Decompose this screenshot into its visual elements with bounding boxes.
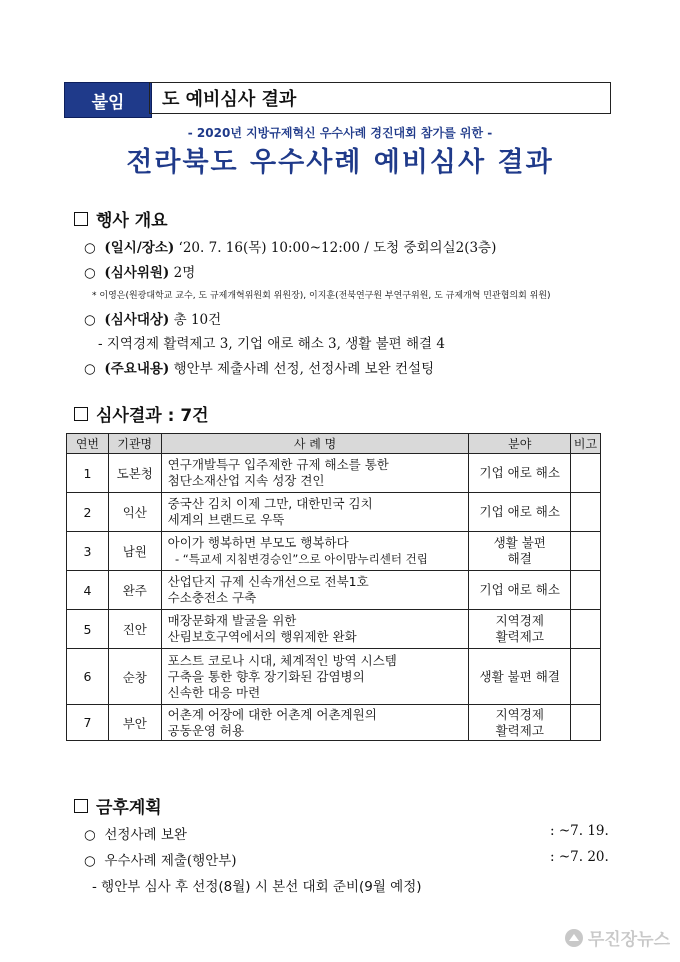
plan-item-1-date: : ~7. 19.	[550, 823, 609, 839]
row-org: 진안	[108, 610, 161, 649]
document-heading-box	[149, 82, 611, 114]
row-case: 포스트 코로나 시대, 체계적인 방역 시스템 구축을 통한 향후 장기화된 감염병의 신속한 대응 마련	[161, 649, 469, 705]
row-org: 순창	[108, 649, 161, 705]
row-case: 연구개발특구 입주제한 규제 해소를 통한 첨단소재산업 지속 성장 견인	[161, 454, 469, 493]
row-no: 2	[67, 493, 109, 532]
overview-item-datetime: ○ (일시/장소) ‘20. 7. 16(목) 10:00~12:00 / 도청 중회의실2(3층)	[84, 240, 497, 256]
table-row	[67, 705, 601, 741]
results-heading-text: 심사결과 : 7건	[96, 406, 209, 426]
row-org: 도본청	[108, 454, 161, 493]
row-field: 지역경제 활력제고	[469, 705, 571, 741]
table-row	[67, 532, 601, 571]
overview-item-content: ○ (주요내용) 행안부 제출사례 선정, 선정사례 보완 컨설팅	[84, 361, 435, 377]
row-note	[571, 649, 601, 705]
square-bullet-icon	[74, 799, 88, 813]
row-org: 남원	[108, 532, 161, 571]
overview-item-judges: ○ (심사위원) 2명	[84, 265, 196, 281]
row-field: 기업 애로 해소	[469, 571, 571, 610]
row-note	[571, 571, 601, 610]
row-no: 5	[67, 610, 109, 649]
col-header-note: 비고	[571, 434, 601, 454]
watermark	[564, 925, 670, 950]
row-case: 어촌계 어장에 대한 어촌계 어촌계원의 공동운영 허용	[161, 705, 469, 741]
row-no: 4	[67, 571, 109, 610]
col-header-no: 연번	[67, 434, 109, 454]
page-title: 전라북도 우수사례 예비심사 결과	[126, 147, 554, 178]
col-header-case: 사 례 명	[161, 434, 469, 454]
row-field: 지역경제 활력제고	[469, 610, 571, 649]
row-field: 기업 애로 해소	[469, 493, 571, 532]
row-field: 생활 불편 해결	[469, 532, 571, 571]
row-note	[571, 532, 601, 571]
row-note	[571, 705, 601, 741]
document-heading: 도 예비심사 결과	[162, 89, 297, 110]
plan-heading	[74, 793, 162, 818]
row-field: 생활 불편 해결	[469, 649, 571, 705]
table-row	[67, 571, 601, 610]
plan-item-2-date: : ~7. 20.	[550, 849, 609, 865]
row-case: 중국산 김치 이제 그만, 대한민국 김치 세계의 브랜드로 우뚝	[161, 493, 469, 532]
table-row	[67, 610, 601, 649]
row-field: 기업 애로 해소	[469, 454, 571, 493]
row-note	[571, 454, 601, 493]
overview-targets-breakdown: - 지역경제 활력제고 3, 기업 애로 해소 3, 생활 불편 해결 4	[98, 336, 445, 352]
row-no: 1	[67, 454, 109, 493]
row-case: 아이가 행복하면 부모도 행복하다 - “특교세 지침변경승인”으로 아이맘누리센터 건립	[161, 532, 469, 571]
row-org: 완주	[108, 571, 161, 610]
overview-judges-note: * 이영은(원광대학교 교수, 도 규제개혁위원회 위원장), 이지훈(전북연구원 부연구위원, 도 규제개혁 민관협의회 위원)	[92, 291, 551, 301]
overview-heading	[74, 206, 168, 231]
attachment-tag: 붙임	[64, 82, 152, 118]
results-heading	[74, 401, 209, 426]
plan-item-3: - 행안부 심사 후 선정(8월) 시 본선 대회 준비(9월 예정)	[92, 879, 422, 895]
col-header-field: 분야	[469, 434, 571, 454]
results-table	[66, 433, 601, 741]
table-header-row	[67, 434, 601, 454]
watermark-logo-icon	[564, 928, 584, 948]
row-org: 익산	[108, 493, 161, 532]
table-row	[67, 493, 601, 532]
row-org: 부안	[108, 705, 161, 741]
overview-item-targets: ○ (심사대상) 총 10건	[84, 312, 222, 328]
row-no: 7	[67, 705, 109, 741]
overview-heading-text: 행사 개요	[96, 211, 168, 231]
table-row	[67, 649, 601, 705]
row-case: 매장문화재 발굴을 위한 산림보호구역에서의 행위제한 완화	[161, 610, 469, 649]
plan-heading-text: 금후계획	[96, 798, 162, 818]
watermark-text: 무진장뉴스	[587, 930, 670, 950]
row-case: 산업단지 규제 신속개선으로 전북1호 수소충전소 구축	[161, 571, 469, 610]
table-row	[67, 454, 601, 493]
plan-item-1: ○ 선정사례 보완	[84, 827, 187, 843]
square-bullet-icon	[74, 212, 88, 226]
square-bullet-icon	[74, 407, 88, 421]
plan-item-2: ○ 우수사례 제출(행안부)	[84, 853, 237, 869]
row-no: 6	[67, 649, 109, 705]
row-note	[571, 610, 601, 649]
subtitle: - 2020년 지방규제혁신 우수사례 경진대회 참가를 위한 -	[187, 126, 493, 140]
row-note	[571, 493, 601, 532]
row-no: 3	[67, 532, 109, 571]
col-header-org: 기관명	[108, 434, 161, 454]
